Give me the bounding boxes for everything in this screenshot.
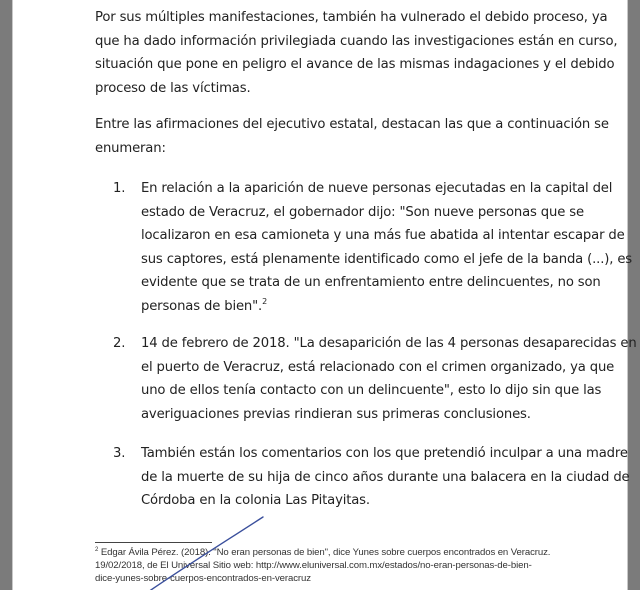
list-number: 3. (113, 446, 126, 461)
text-line: de la muerte de su hija de cinco años durante una balacera en la ciudad de (141, 469, 630, 485)
footnote-separator (95, 542, 212, 543)
text-line: Por sus múltiples manifestaciones, también ha vulnerado el debido proceso, ya (95, 10, 608, 25)
list-item-body (141, 177, 633, 319)
text-line: También están los comentarios con los que pretendió inculpar a una madre (141, 446, 628, 461)
footnote-line: 19/02/2018, de El Universal Sitio web: http://www.eluniversal.com.mx/estados/no-eran-personas-de-bien- (95, 560, 532, 571)
list-number: 2. (113, 336, 126, 351)
text-line: estado de Veracruz, el gobernador dijo: "Son nueve personas que se (141, 204, 584, 220)
text-line: Entre las afirmaciones del ejecutivo estatal, destacan las que a continuación se (95, 117, 609, 132)
text-line: Córdoba en la colonia Las Pitayitas. (141, 493, 370, 509)
footnote-line: dice-yunes-sobre-cuerpos-encontrados-en-veracruz (95, 573, 311, 584)
text-line: proceso de las víctimas. (95, 80, 251, 96)
text-line: uno de ellos tenía contacto con un delincuente", esto lo dijo sin que las (141, 383, 602, 399)
paragraph-manifestaciones (95, 6, 618, 100)
text-fragment: Edgar Ávila Pérez. (2018). "No eran personas de bien", dice Yunes sobre cuerpos encontrados en Veracruz. (98, 547, 551, 558)
text-line: localizaron en esa camioneta y una más fue abatida al intentar escapar de (141, 228, 625, 244)
footnote-line (95, 546, 551, 559)
text-line: sus captores, está plenamente identificado como el jefe de la banda (...), es (141, 251, 633, 267)
paragraph-afirmaciones (95, 113, 609, 160)
document-page (13, 0, 637, 590)
text-line: el puerto de Veracruz, está relacionado con el crimen organizado, ya que (141, 359, 615, 375)
text-line: averiguaciones previas rindieran sus primeras conclusiones. (141, 406, 531, 422)
footnote (95, 546, 551, 585)
text-line: enumeran: (95, 140, 166, 156)
footnote-marker: 2 (95, 547, 99, 553)
list-item-body (141, 332, 637, 426)
text-fragment: personas de bien". (141, 298, 263, 314)
list-item-body (141, 442, 630, 513)
list-number: 1. (113, 181, 126, 196)
footnote-reference[interactable]: 2 (262, 296, 268, 306)
text-line (141, 295, 551, 319)
text-line: En relación a la aparición de nueve personas ejecutadas en la capital del (141, 181, 613, 196)
text-line: evidente que se trata de un enfrentamiento entre delincuentes, no son (141, 275, 601, 291)
text-line: situación que pone en peligro el avance de las mismas indagaciones y el debido (95, 57, 615, 73)
text-line: 14 de febrero de 2018. "La desaparición de las 4 personas desaparecidas en (141, 336, 637, 351)
text-line: que ha dado información privilegiada cuando las investigaciones están en curso, (95, 33, 618, 49)
